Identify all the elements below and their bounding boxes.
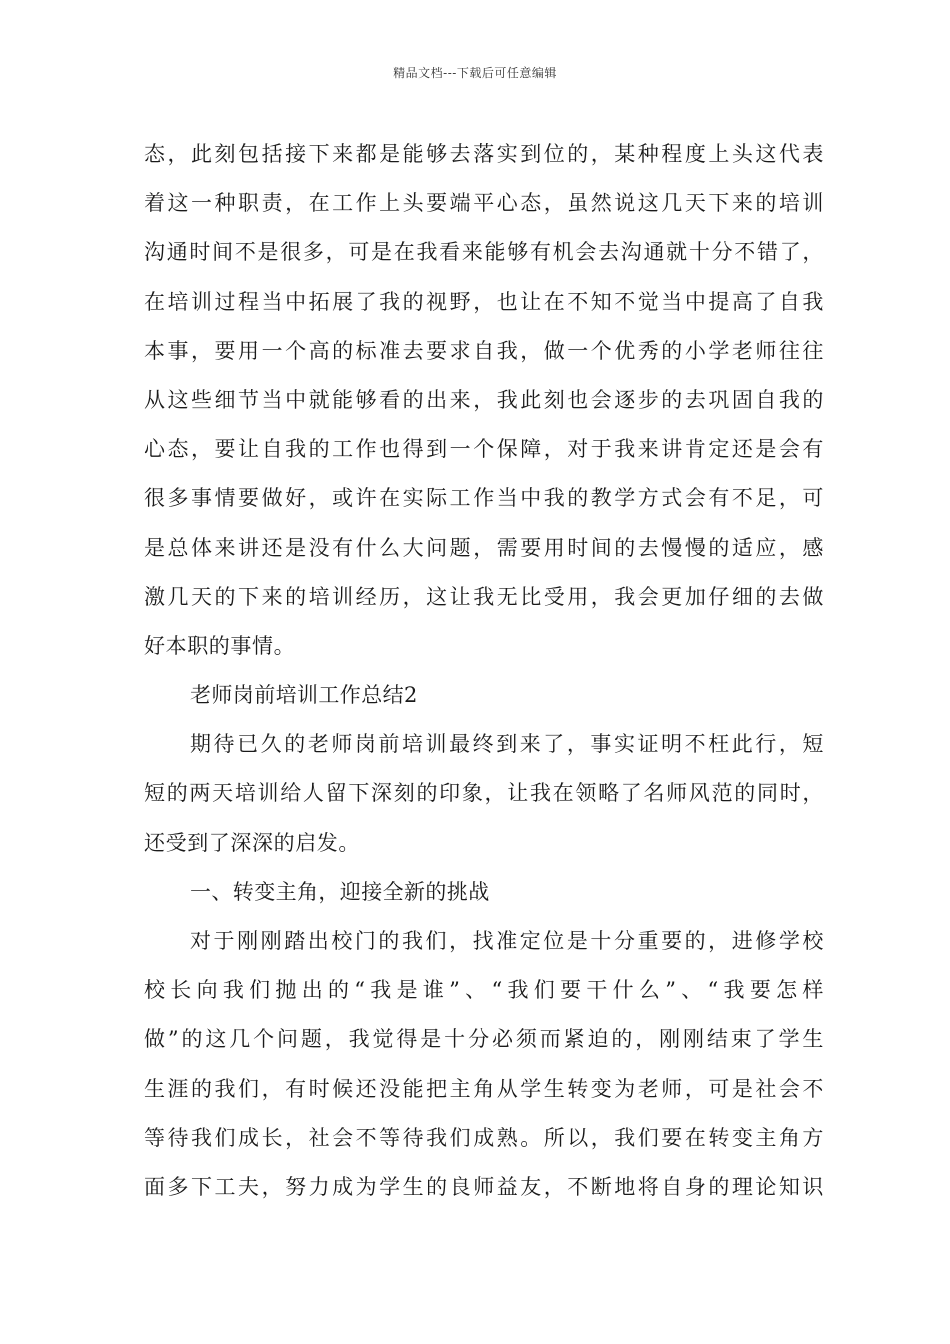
text-line: 校长向我们抛出的“我是谁”、“我们要干什么”、“我要怎样 [144, 978, 824, 1003]
text-line: 面多下工夫，努力成为学生的良师益友，不断地将自身的理论知识 [144, 1174, 824, 1199]
text-line: 激几天的下来的培训经历，这让我无比受用，我会更加仔细的去做 [144, 584, 824, 609]
text-line: 短的两天培训给人留下深刻的印象，让我在领略了名师风范的同时， [144, 781, 824, 806]
page-header: 精品文档---下载后可任意编辑 [393, 66, 557, 80]
text-line: 沟通时间不是很多，可是在我看来能够有机会去沟通就十分不错了， [144, 240, 824, 265]
subsection-heading: 一、转变主角，迎接全新的挑战 [190, 879, 490, 904]
text-line: 做”的这几个问题，我觉得是十分必须而紧迫的，刚刚结束了学生 [144, 1027, 824, 1052]
text-line: 对于刚刚踏出校门的我们，找准定位是十分重要的，进修学校 [190, 929, 824, 953]
text-line: 很多事情要做好，或许在实际工作当中我的教学方式会有不足，可 [144, 486, 824, 511]
text-line: 期待已久的老师岗前培训最终到来了，事实证明不枉此行，短 [190, 732, 824, 757]
text-line: 从这些细节当中就能够看的出来，我此刻也会逐步的去巩固自我的 [144, 387, 824, 412]
text-line: 心态，要让自我的工作也得到一个保障，对于我来讲肯定还是会有 [144, 437, 824, 462]
section-title: 老师岗前培训工作总结2 [190, 683, 418, 708]
text-line: 等待我们成长，社会不等待我们成熟。所以，我们要在转变主角方 [144, 1125, 824, 1150]
text-line: 本事，要用一个高的标准去要求自我，做一个优秀的小学老师往往 [144, 338, 824, 363]
text-line: 生涯的我们，有时候还没能把主角从学生转变为老师，可是社会不 [144, 1076, 824, 1101]
text-line: 是总体来讲还是没有什么大问题，需要用时间的去慢慢的适应，感 [144, 535, 824, 560]
text-line: 好本职的事情。 [144, 633, 296, 658]
document-body [144, 130, 824, 1212]
text-line: 在培训过程当中拓展了我的视野，也让在不知不觉当中提高了自我 [144, 289, 824, 314]
text-line: 态，此刻包括接下来都是能够去落实到位的，某种程度上头这代表 [144, 142, 824, 166]
text-line: 还受到了深深的启发。 [144, 830, 360, 855]
text-line: 着这一种职责，在工作上头要端平心态，虽然说这几天下来的培训 [144, 191, 824, 216]
